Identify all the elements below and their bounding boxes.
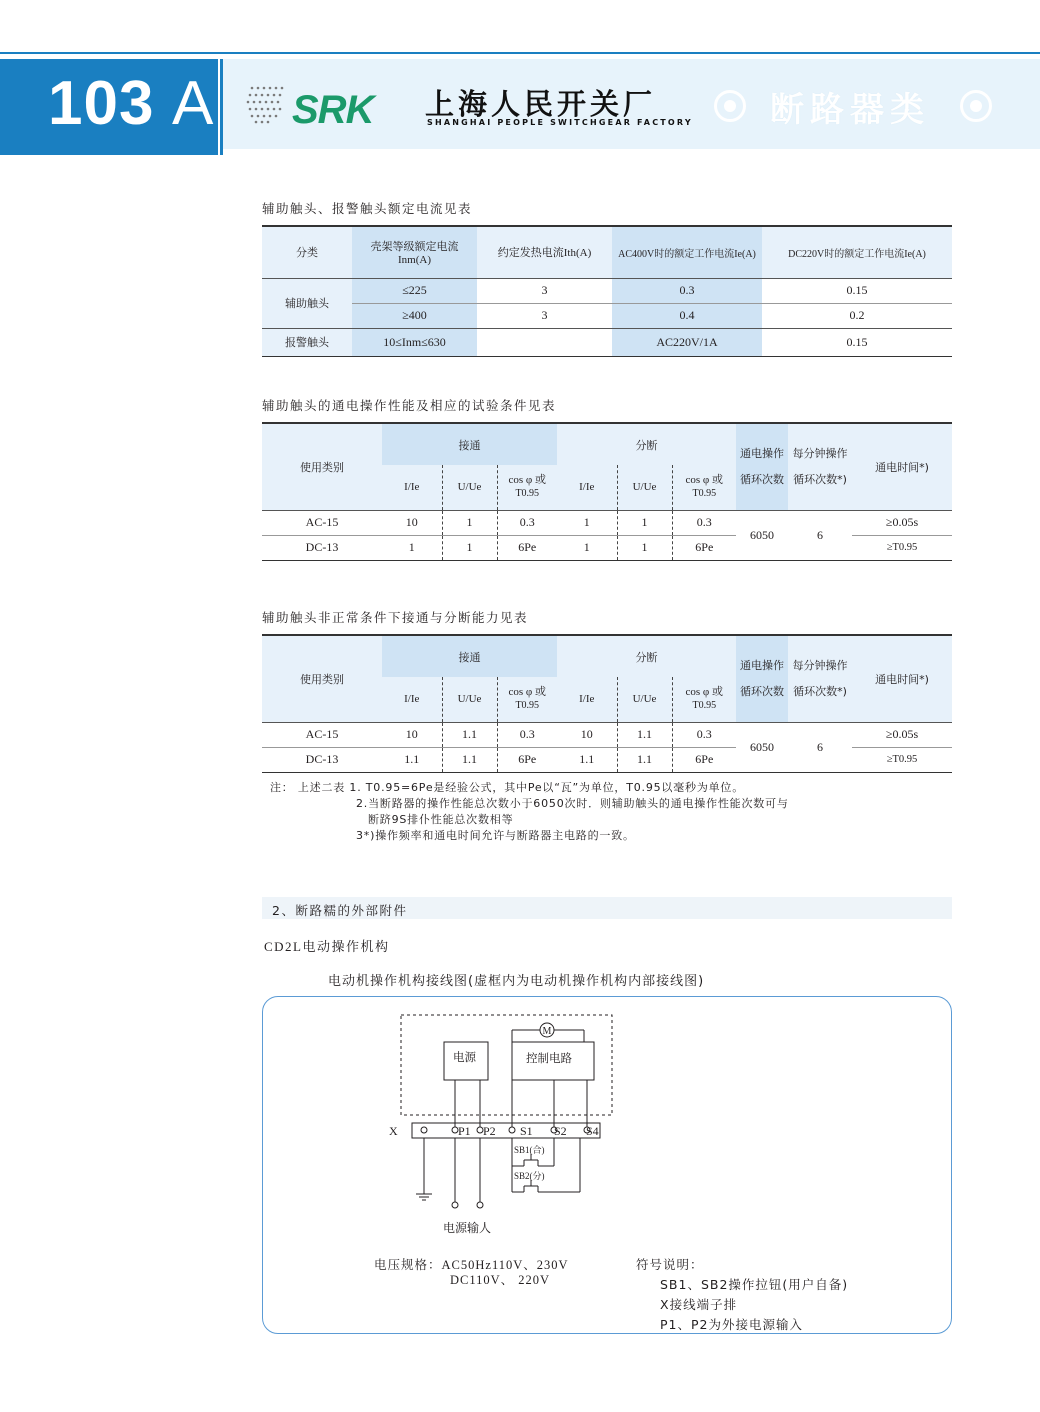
- table-cell: 1.1: [617, 722, 672, 747]
- terminal-label-s4: S4: [586, 1124, 599, 1138]
- header-frame-current-line2: Inm(A): [398, 254, 431, 267]
- table-cell: 0.15: [846, 283, 868, 297]
- brand-logo: SRK: [292, 88, 374, 132]
- table-cell: 10: [405, 727, 418, 741]
- header-on-time: 通电时间*): [852, 423, 952, 510]
- sub-header-i-ie: I/Ie: [382, 677, 442, 722]
- header-break: 分断: [557, 635, 736, 677]
- header-break: 分断: [557, 423, 736, 465]
- operating-performance-table: [262, 422, 952, 561]
- note-line: 2.当断路器的操作性能总次数小于6050次时．则辅助触头的通电操作性能次数可与: [356, 797, 789, 810]
- table-cell: ≤225: [352, 278, 477, 303]
- logo-dots-icon: [246, 84, 286, 124]
- header-operating-cycles: [736, 635, 788, 722]
- sub-header-i-ie: I/Ie: [557, 465, 617, 510]
- table-cell: 3: [477, 303, 612, 328]
- symbol-legend: [636, 1255, 848, 1335]
- table-cell: ≥T0.95: [852, 747, 952, 772]
- table-cell: 1.1: [442, 747, 497, 772]
- table-cell: 1: [442, 510, 497, 535]
- legend-item: SB1、SB2操作拉钮(用户自备): [660, 1277, 849, 1292]
- circle-bullet-icon: [714, 90, 746, 122]
- header-cycles-per-minute-line2: 循环次数*): [793, 472, 847, 486]
- table-cell: [477, 328, 612, 356]
- terminal-icon: [421, 1127, 427, 1133]
- table-cell: AC-15: [305, 727, 339, 741]
- terminal-strip: [412, 1123, 600, 1138]
- page-number: 103: [48, 69, 155, 138]
- header-operating-cycles-line2: 循环次数: [740, 684, 785, 698]
- table-cell: DC-13: [262, 747, 382, 772]
- sub-header-cos-line2: T0.95: [692, 488, 717, 500]
- table-cell: 6050: [750, 527, 775, 542]
- voltage-spec-label: 电压规格：: [374, 1257, 442, 1272]
- table-cell: 0.3: [672, 722, 736, 747]
- sub-header-u-ue: U/Ue: [617, 465, 672, 510]
- rated-current-table: [262, 225, 952, 357]
- group-alarm-contact: 报警触头: [262, 328, 352, 356]
- power-input-terminal-icon: [452, 1202, 458, 1208]
- sub-header-cos-line1: cos φ 或: [685, 474, 724, 487]
- table-cell: 6: [817, 527, 824, 542]
- diagram-title: 电动机操作机构接线图(虚框内为电动机操作机构内部接线图): [328, 974, 705, 989]
- table-cell: AC220V/1A: [612, 328, 762, 356]
- ground-icon: [416, 1194, 432, 1200]
- header-frame-current: [352, 226, 477, 278]
- table-cell: 3: [541, 283, 548, 297]
- sub-header-cos-line2: T0.95: [515, 700, 540, 712]
- sub-header-i-ie: I/Ie: [382, 465, 442, 510]
- table-cell: 1: [583, 515, 590, 529]
- terminal-label-p2: P2: [483, 1124, 496, 1138]
- table-cell: 6Pe: [497, 747, 557, 772]
- table-cell: 10: [580, 727, 593, 741]
- table-cell: 0.3: [497, 510, 557, 535]
- table-cell: ≥T0.95: [852, 535, 952, 560]
- abnormal-condition-table: [262, 634, 952, 773]
- header-usage-category: 使用类别: [262, 635, 382, 722]
- terminal-label-s1: S1: [520, 1124, 533, 1138]
- power-box-label: 电源: [453, 1050, 476, 1064]
- sub-header-cos-line1: cos φ 或: [508, 686, 547, 699]
- sb2-label: SB2(分): [514, 1171, 545, 1181]
- table-cell: ≥400: [352, 303, 477, 328]
- header-make: 接通: [382, 423, 557, 465]
- header-ac400v-current: AC400V时的额定工作电流Ie(A): [612, 226, 762, 278]
- terminal-label-p1: P1: [458, 1124, 471, 1138]
- table-cell: ≥0.05s: [885, 727, 919, 741]
- header-divider: [220, 59, 223, 155]
- sub-header-u-ue: U/Ue: [442, 465, 497, 510]
- sub-header-cos: [497, 465, 557, 510]
- table-cell: 1: [617, 510, 672, 535]
- table-cell: 1.1: [557, 747, 617, 772]
- table-cell: 10≤Inm≤630: [352, 328, 477, 356]
- table-cell: DC-13: [262, 535, 382, 560]
- sb1-button-icon: [524, 1154, 538, 1166]
- table2-title: 辅助触头的通电操作性能及相应的试验条件见表: [262, 398, 557, 413]
- table-cell: 6Pe: [672, 535, 736, 560]
- table-cell: 6Pe: [672, 747, 736, 772]
- terminal-icon: [509, 1127, 515, 1133]
- table3-title: 辅助触头非正常条件下接通与分断能力见表: [262, 610, 529, 625]
- wiring-diagram: [262, 996, 952, 1336]
- note-line: 注： 上述二表 1. T0.95=6Pe是经验公式，其中Pe以“瓦”为单位，T0.95以毫秒为单位。: [270, 781, 745, 794]
- table-cell: ≥0.05s: [885, 515, 919, 529]
- table-cell: 1: [382, 535, 442, 560]
- table-cell: 1.1: [382, 747, 442, 772]
- table-cell: 1.1: [442, 722, 497, 747]
- table-cell: 0.3: [612, 278, 762, 303]
- terminal-label-s2: S2: [554, 1124, 567, 1138]
- table-cell: 0.3: [497, 722, 557, 747]
- company-name-cn: 上海人民开关厂: [425, 87, 657, 121]
- voltage-spec-dc: DC110V、 220V: [450, 1273, 551, 1287]
- header-top-line: [0, 52, 1040, 54]
- sub-header-u-ue: U/Ue: [617, 677, 672, 722]
- header-operating-cycles-line2: 循环次数: [740, 472, 785, 486]
- header-operating-cycles: [736, 423, 788, 510]
- header-operating-cycles-line1: 通电操作: [740, 658, 785, 672]
- table-cell: 0.4: [612, 303, 762, 328]
- header-on-time: 通电时间*): [852, 635, 952, 722]
- table-cell: 0.2: [762, 303, 952, 328]
- table-cell: 6050: [750, 739, 775, 754]
- sub-header-cos-line1: cos φ 或: [508, 474, 547, 487]
- table-cell: 1.1: [617, 747, 672, 772]
- category-title: 断路器类: [770, 90, 930, 130]
- control-box-label: 控制电路: [526, 1051, 572, 1065]
- table-notes: [270, 780, 789, 844]
- header-cycles-per-minute-line1: 每分钟操作: [792, 446, 848, 460]
- page-letter: A: [172, 69, 214, 138]
- header-make: 接通: [382, 635, 557, 677]
- power-input-label: 电源输人: [443, 1221, 492, 1235]
- page-header: [0, 52, 1040, 155]
- header-cycles-per-minute-line2: 循环次数*): [793, 684, 847, 698]
- header-thermal-current: 约定发热电流Ith(A): [497, 247, 592, 260]
- header-cycles-per-minute-line1: 每分钟操作: [792, 658, 848, 672]
- sub-header-cos-line2: T0.95: [692, 700, 717, 712]
- table-cell: 6: [817, 739, 824, 754]
- sub-header-cos: [672, 465, 736, 510]
- sb2-button-icon: [524, 1180, 538, 1192]
- table-cell: 6Pe: [497, 535, 557, 560]
- table-cell: 1: [557, 535, 617, 560]
- header-cycles-per-minute: [788, 635, 852, 722]
- table-cell: 0.3: [672, 510, 736, 535]
- sub-header-i-ie: I/Ie: [557, 677, 617, 722]
- circle-bullet-icon: [960, 90, 992, 122]
- sub-header-cos: [672, 677, 736, 722]
- table-cell: 1: [617, 535, 672, 560]
- power-input-terminal-icon: [477, 1202, 483, 1208]
- sub-header-cos: [497, 677, 557, 722]
- group-aux-contact: 辅助触头: [262, 278, 352, 328]
- sub-header-cos-line1: cos φ 或: [685, 686, 724, 699]
- header-category: 分类: [296, 246, 318, 260]
- header-dc220v-current: DC220V时的额定工作电流Ie(A): [788, 248, 926, 260]
- company-name-en: SHANGHAI PEOPLE SWITCHGEAR FACTORY: [427, 118, 693, 127]
- note-line: 断跻9S排仆性能总次数相等: [368, 813, 514, 826]
- sub-header-cos-line2: T0.95: [515, 488, 540, 500]
- table-cell: AC-15: [305, 515, 339, 529]
- table-cell: 10: [405, 515, 418, 529]
- header-frame-current-line1: 壳架等级额定电流: [370, 240, 459, 254]
- section2-title: 2、断路糯的外部附件: [272, 903, 408, 918]
- motor-label: M: [542, 1026, 552, 1037]
- section2-subtitle: CD2L电动操作机构: [264, 939, 390, 954]
- sub-header-u-ue: U/Ue: [442, 677, 497, 722]
- voltage-spec-ac: AC50Hz110V、230V: [441, 1258, 569, 1272]
- legend-title: 符号说明：: [636, 1257, 704, 1272]
- header-usage-category: 使用类别: [262, 423, 382, 510]
- table-cell: 1: [442, 535, 497, 560]
- table1-title: 辅助触头、报警触头额定电流见表: [262, 201, 473, 216]
- legend-item: X接线端子排: [660, 1297, 738, 1312]
- table-cell: 0.15: [846, 334, 868, 349]
- sb1-label: SB1(合): [514, 1145, 545, 1155]
- header-cycles-per-minute: [788, 423, 852, 510]
- note-line: 3*)操作频率和通电时间允许与断路器主电路的一致。: [356, 829, 635, 842]
- terminal-strip-label: X: [389, 1124, 398, 1138]
- header-operating-cycles-line1: 通电操作: [740, 446, 785, 460]
- legend-item: P1、P2为外接电源输入: [660, 1317, 803, 1332]
